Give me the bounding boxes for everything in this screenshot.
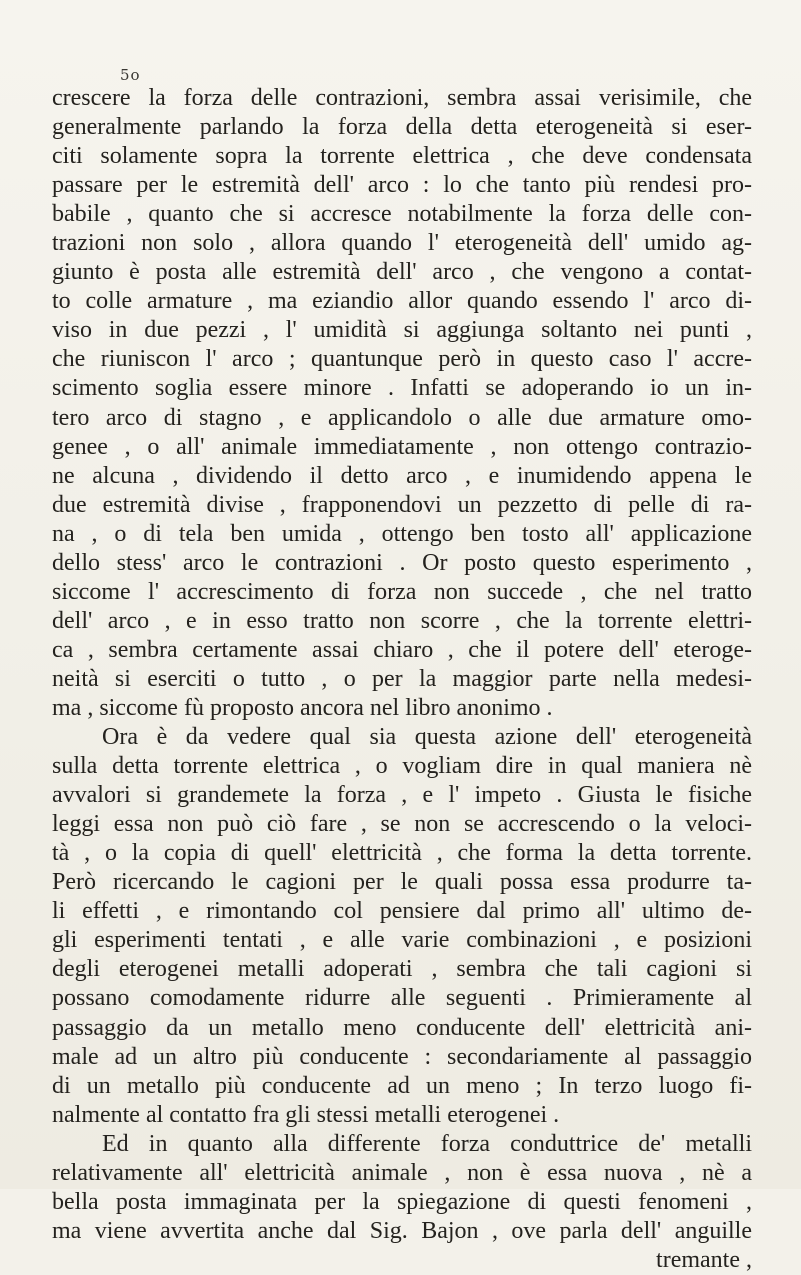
paragraph-end-line: ma , siccome fù proposto ancora nel libro anonimo . (52, 694, 553, 721)
text-line: bella posta immaginata per la spiegazione di questi fenomeni , (52, 1188, 752, 1215)
text-line: generalmente parlando la forza della detta eterogeneità si eser- (52, 114, 752, 141)
text-line: dell' arco , e in esso tratto non scorre , che la torrente elettri- (52, 607, 752, 634)
text-line: passare per le estremità dell' arco : lo che tanto più rendesi pro- (52, 172, 752, 199)
text-line: avvalori si grandemete la forza , e l' impeto . Giusta le fisiche (52, 782, 752, 809)
text-line: degli eterogenei metalli adoperati , sembra che tali cagioni si (52, 956, 752, 983)
text-line: li effetti , e rimontando col pensiere dal primo all' ultimo de- (52, 898, 752, 925)
text-line: Però ricercando le cagioni per le quali possa essa produrre ta- (52, 869, 752, 896)
text-line: ne alcuna , dividendo il detto arco , e inumidendo appena le (52, 462, 752, 489)
text-line: trazioni non solo , allora quando l' eterogeneità dell' umido ag- (52, 230, 752, 257)
text-line: due estremità divise , frapponendovi un pezzetto di pelle di ra- (52, 491, 752, 518)
text-line: sulla detta torrente elettrica , o vogliam dire in qual maniera nè (52, 753, 752, 780)
text-line: scimento soglia essere minore . Infatti se adoperando io un in- (52, 375, 752, 402)
catchword-line: tremante , (656, 1246, 752, 1273)
text-line: ma viene avvertita anche dal Sig. Bajon , ove parla dell' anguille (52, 1217, 752, 1244)
text-line: crescere la forza delle contrazioni, sembra assai verisimile, che (52, 85, 752, 111)
text-line: citi solamente sopra la torrente elettrica , che deve condensata (52, 143, 752, 170)
page-number: 5o (120, 66, 141, 84)
text-line: passaggio da un metallo meno conducente dell' elettricità ani- (52, 1014, 752, 1041)
text-line: babile , quanto che si accresce notabilmente la forza delle con- (52, 201, 752, 228)
body-text (52, 84, 752, 1275)
paragraph-start-line: Ora è da vedere qual sia questa azione dell' eterogeneità (102, 724, 752, 751)
text-line: siccome l' accrescimento di forza non succede , che nel tratto (52, 578, 752, 605)
text-line: na , o di tela ben umida , ottengo ben tosto all' applicazione (52, 520, 752, 547)
text-line: possano comodamente ridurre alle seguenti . Primieramente al (52, 985, 752, 1012)
paragraph-end-line: nalmente al contatto fra gli stessi metalli eterogenei . (52, 1101, 560, 1128)
text-line: relativamente all' elettricità animale , non è essa nuova , nè a (52, 1159, 752, 1186)
text-line: ca , sembra certamente assai chiaro , che il potere dell' eteroge- (52, 636, 752, 663)
text-line: tero arco di stagno , e applicandolo o alle due armature omo- (52, 404, 752, 431)
text-line: neità si eserciti o tutto , o per la maggior parte nella medesi- (52, 665, 752, 692)
text-line: to colle armature , ma eziandio allor quando essendo l' arco di- (52, 288, 752, 315)
text-line: gli esperimenti tentati , e alle varie combinazioni , e posizioni (52, 927, 752, 954)
paragraph-start-line: Ed in quanto alla differente forza conduttrice de' metalli (102, 1130, 752, 1157)
text-line: genee , o all' animale immediatamente , non ottengo contrazio- (52, 433, 752, 460)
text-line: tà , o la copia di quell' elettricità , che forma la detta torrente. (52, 840, 752, 867)
text-line: male ad un altro più conducente : secondariamente al passaggio (52, 1043, 752, 1070)
text-line: leggi essa non può ciò fare , se non se accrescendo o la veloci- (52, 811, 752, 838)
text-line: dello stess' arco le contrazioni . Or posto questo esperimento , (52, 549, 752, 576)
text-line: di un metallo più conducente ad un meno ; In terzo luogo fi- (52, 1072, 752, 1099)
text-line: che riuniscon l' arco ; quantunque però in questo caso l' accre- (52, 346, 752, 373)
text-line: viso in due pezzi , l' umidità si aggiunga soltanto nei punti , (52, 317, 752, 344)
text-line: giunto è posta alle estremità dell' arco , che vengono a contat- (52, 259, 752, 286)
